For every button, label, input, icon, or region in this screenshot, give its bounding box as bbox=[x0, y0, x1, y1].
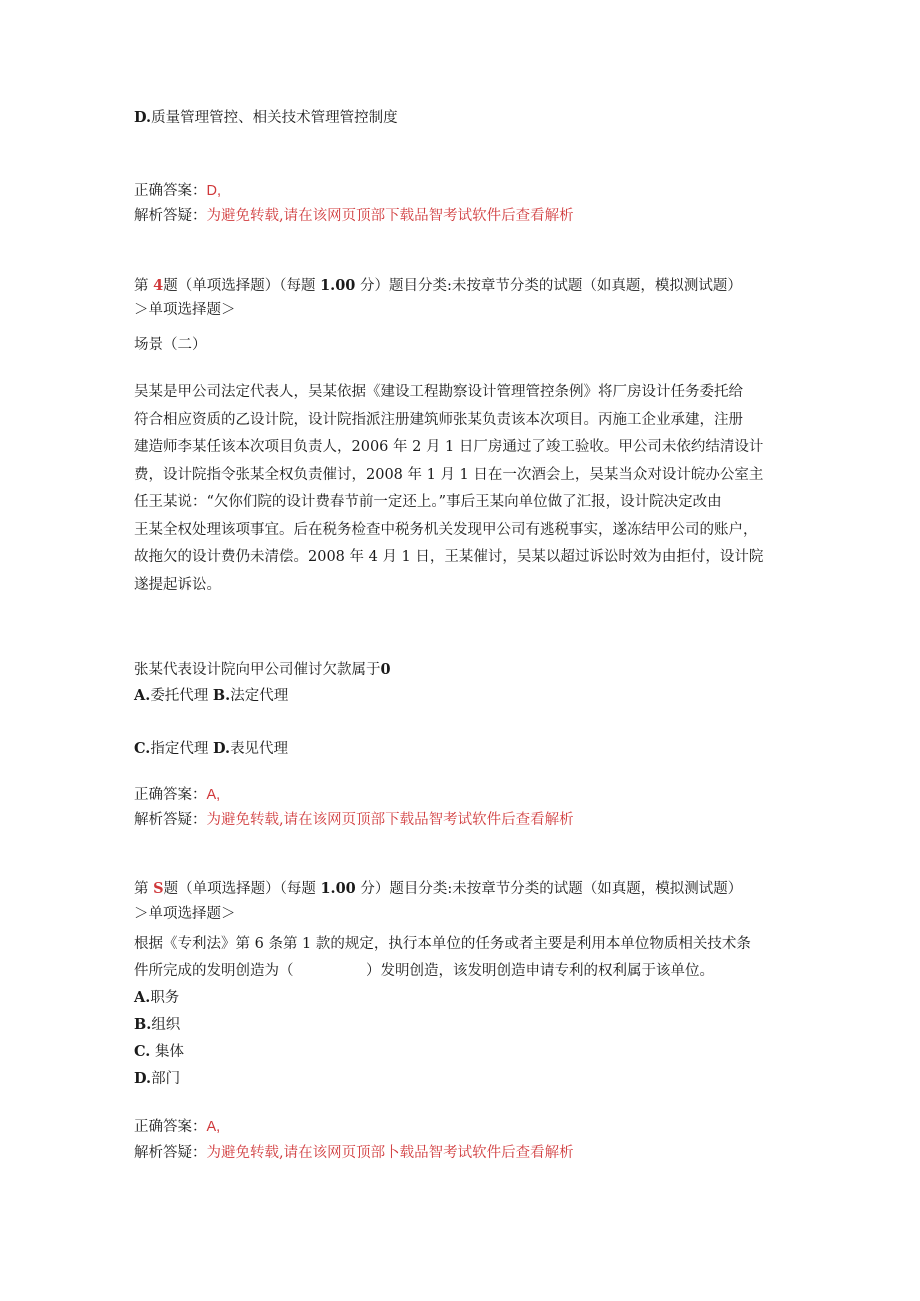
q5-option-b bbox=[134, 1015, 180, 1035]
analysis-text: 为避免转载,请在该网页顶部卜载品智考试软件后查看解析 bbox=[206, 1145, 574, 1161]
answer-label: 正确答案： bbox=[134, 183, 207, 199]
q4-scene-title: 场景（二） bbox=[134, 337, 207, 353]
option-text: 表见代理 bbox=[230, 741, 289, 757]
q5-question-line-1: 根据《专利法》第 6 条第 1 款的规定，执行本单位的任务或者主要是利用本单位物质相关技术条 bbox=[134, 936, 751, 952]
q4-options-row-2 bbox=[134, 739, 288, 759]
analysis-text: 为避免转载,请在该网页顶部下载品智考试软件后查看解析 bbox=[206, 812, 574, 828]
answer-label: 正确答案： bbox=[134, 787, 207, 803]
option-letter: B. bbox=[212, 687, 231, 704]
analysis-label: 解析答疑： bbox=[134, 812, 207, 828]
option-text: 集体 bbox=[150, 1044, 184, 1060]
option-letter: D. bbox=[134, 109, 152, 126]
q4-question bbox=[134, 660, 391, 680]
scene-line: 建造师李某任该本次项目负责人，2006 年 2 月 1 日厂房通过了竣工验收。甲公司未依约结清设计 bbox=[134, 439, 764, 455]
question-suffix: 0 bbox=[380, 661, 391, 678]
option-letter: A. bbox=[134, 989, 151, 1006]
q5-option-c bbox=[134, 1042, 184, 1062]
q5-option-d bbox=[134, 1069, 180, 1089]
scene-line: 吴某是甲公司法定代表人，吴某依据《建设工程勘察设计管理管控条例》将厂房设计任务委托给 bbox=[134, 384, 743, 400]
option-text: 指定代理 bbox=[150, 741, 209, 757]
analysis-label: 解析答疑： bbox=[134, 1145, 207, 1161]
answer-value: D, bbox=[206, 183, 221, 199]
q-classification: 分）题目分类:未按章节分类的试题（如真题，模拟测试题） bbox=[360, 278, 742, 294]
answer-value: A, bbox=[206, 787, 221, 803]
q-classification: 分）题目分类:未按章节分类的试题（如真题，模拟测试题） bbox=[360, 881, 743, 897]
q4-options-row-1 bbox=[134, 686, 288, 706]
option-text: 质量管理管控、相关技术管理管控制度 bbox=[151, 110, 398, 126]
q-prefix: 第 bbox=[134, 278, 149, 294]
q-number: S bbox=[153, 880, 164, 897]
q5-analysis bbox=[134, 1143, 574, 1163]
analysis-text: 为避免转载,请在该网页顶部下载品智考试软件后查看解析 bbox=[206, 208, 574, 224]
scene-line: 王某全权处理该项事宜。后在税务检查中税务机关发现甲公司有逃税事实，遂冻结甲公司的账户， bbox=[134, 521, 758, 538]
q4-scene-paragraph bbox=[134, 379, 789, 599]
q5-answer bbox=[134, 1117, 220, 1137]
q3-option-d bbox=[134, 108, 398, 128]
question-text: 张某代表设计院向甲公司催讨欠款属于 bbox=[134, 662, 381, 678]
q3-answer bbox=[134, 181, 221, 201]
analysis-label: 解析答疑： bbox=[134, 208, 207, 224]
option-letter: C. bbox=[134, 1043, 151, 1060]
q-score: 1.00 bbox=[320, 277, 356, 294]
scene-line: 故拖欠的设计费仍未清偿。2008 年 4 月 1 日，王某催讨，吴某以超过诉讼时效为由拒付，设计院 bbox=[134, 549, 764, 565]
option-text: 职务 bbox=[150, 990, 180, 1006]
q5-option-a bbox=[134, 988, 179, 1008]
answer-label: 正确答案： bbox=[134, 1119, 207, 1135]
option-text: 组织 bbox=[151, 1017, 181, 1033]
option-text: 部门 bbox=[151, 1071, 181, 1087]
q5-header bbox=[134, 879, 742, 899]
q-type: 题（单项选择题）（每题 bbox=[163, 881, 316, 897]
option-letter: D. bbox=[212, 740, 231, 757]
q4-category: ＞单项选择题＞ bbox=[134, 302, 236, 318]
q-score: 1.00 bbox=[320, 880, 356, 897]
q3-analysis bbox=[134, 206, 574, 226]
answer-value: A, bbox=[206, 1119, 221, 1135]
q4-header bbox=[134, 276, 742, 296]
q-prefix: 第 bbox=[134, 881, 149, 897]
q5-category: ＞单项选择题＞ bbox=[134, 906, 236, 922]
option-letter: D. bbox=[134, 1070, 152, 1087]
q-type: 题（单项选择题）（每题 bbox=[163, 278, 316, 294]
scene-line: 费，设计院指令张某全权负责催讨，2008 年 1 月 1 日在一次酒会上，吴某当众对设计皖办公室主 bbox=[134, 466, 764, 483]
option-letter: A. bbox=[134, 687, 151, 704]
option-letter: C. bbox=[134, 740, 151, 757]
scene-line: 遂提起诉讼。 bbox=[134, 576, 221, 593]
q4-analysis bbox=[134, 810, 574, 830]
q4-answer bbox=[134, 785, 220, 805]
option-text: 委托代理 bbox=[150, 688, 209, 704]
option-letter: B. bbox=[134, 1016, 152, 1033]
scene-line: 符合相应资质的乙设计院，设计院指派注册建筑师张某负责该本次项目。丙施工企业承建，注册 bbox=[134, 411, 743, 428]
scene-line: 任王某说：“欠你们院的设计费春节前一定还上。”事后王某向单位做了汇报，设计院决定改由 bbox=[134, 494, 722, 510]
q-number: 4 bbox=[153, 277, 164, 294]
option-text: 法定代理 bbox=[230, 688, 289, 704]
q5-question-line-2: 件所完成的发明创造为（ ）发明创造，该发明创造申请专利的权利属于该单位。 bbox=[134, 963, 714, 979]
